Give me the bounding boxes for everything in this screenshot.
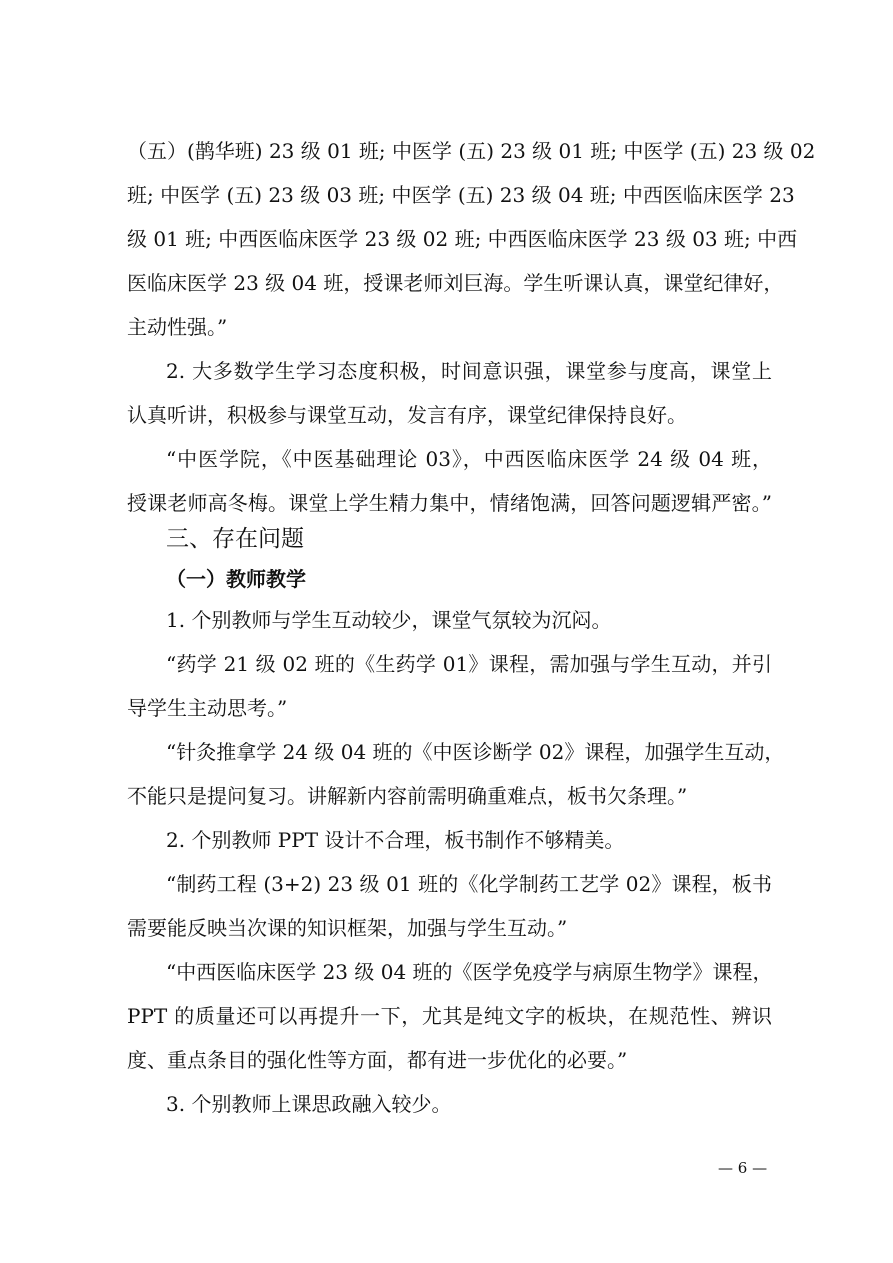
section-heading: 三、存在问题 — [166, 526, 304, 552]
paragraph-line: 不能只是提问复习。讲解新内容前需明确重难点，板书欠条理。” — [127, 784, 688, 808]
paragraph-line: “制药工程 (3+2) 23 级 01 班的《化学制药工艺学 02》课程，板书 — [166, 872, 772, 896]
paragraph-line: 2. 大多数学生学习态度积极，时间意识强，课堂参与度高，课堂上 — [166, 359, 772, 383]
paragraph-line: 级 01 班; 中西医临床医学 23 级 02 班; 中西医临床医学 23 级 03 班; 中西 — [127, 227, 798, 251]
page-number: — 6 — — [718, 1159, 768, 1177]
paragraph-line: 度、重点条目的强化性等方面，都有进一步优化的必要。” — [127, 1048, 628, 1072]
paragraph-line: “药学 21 级 02 班的《生药学 01》课程，需加强与学生互动，并引 — [166, 652, 772, 676]
paragraph-line: 2. 个别教师 PPT 设计不合理，板书制作不够精美。 — [166, 828, 625, 852]
paragraph-line: 3. 个别教师上课思政融入较少。 — [166, 1092, 452, 1116]
paragraph-line: 1. 个别教师与学生互动较少，课堂气氛较为沉闷。 — [166, 608, 612, 632]
paragraph-line: 授课老师高冬梅。课堂上学生精力集中，情绪饱满，回答问题逻辑严密。” — [127, 491, 772, 515]
paragraph-line: PPT 的质量还可以再提升一下，尤其是纯文字的板块，在规范性、辨识 — [127, 1004, 772, 1028]
paragraph-line: “中西医临床医学 23 级 04 班的《医学免疫学与病原生物学》课程， — [166, 960, 773, 984]
paragraph-line: “针灸推拿学 24 级 04 班的《中医诊断学 02》课程，加强学生互动， — [166, 740, 785, 764]
paragraph-line: “中医学院，《中医基础理论 03》，中西医临床医学 24 级 04 班， — [166, 447, 772, 471]
paragraph-line: 班; 中医学 (五) 23 级 03 班; 中医学 (五) 23 级 04 班; 中西医临床医学 23 — [127, 183, 795, 207]
paragraph-line: 医临床医学 23 级 04 班，授课老师刘巨海。学生听课认真，课堂纪律好， — [127, 271, 784, 295]
subsection-heading: （一）教师教学 — [166, 567, 306, 591]
paragraph-line: 认真听讲，积极参与课堂互动，发言有序，课堂纪律保持良好。 — [127, 403, 687, 427]
paragraph-line: 主动性强。” — [127, 315, 228, 339]
paragraph-line: （五）(鹊华班) 23 级 01 班; 中医学 (五) 23 级 01 班; 中医学 (五) 23 级 02 — [127, 139, 816, 163]
paragraph-line: 导学生主动思考。” — [127, 696, 288, 720]
paragraph-line: 需要能反映当次课的知识框架，加强与学生互动。” — [127, 916, 568, 940]
